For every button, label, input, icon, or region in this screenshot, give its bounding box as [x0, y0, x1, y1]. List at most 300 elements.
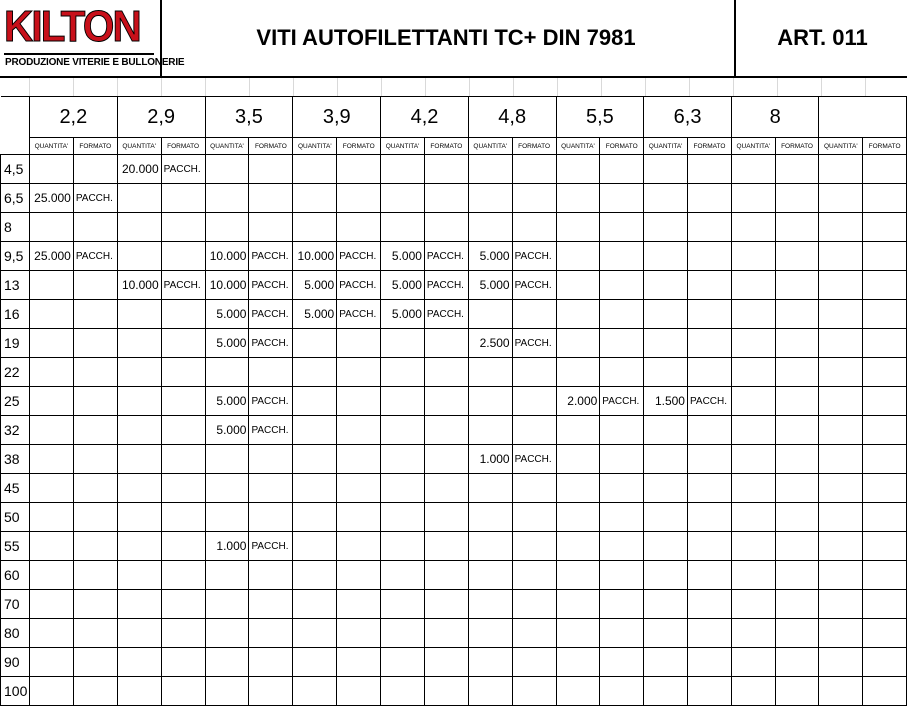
quantity-cell — [117, 590, 161, 619]
quantity-cell — [117, 387, 161, 416]
quantity-cell — [819, 416, 863, 445]
quantity-cell — [731, 358, 775, 387]
length-cell: 55 — [1, 532, 30, 561]
format-cell — [161, 329, 205, 358]
format-cell — [863, 474, 907, 503]
quantity-cell — [731, 184, 775, 213]
quantity-cell: 5.000 — [205, 416, 249, 445]
format-cell — [161, 561, 205, 590]
length-cell: 50 — [1, 503, 30, 532]
length-cell: 6,5 — [1, 184, 30, 213]
format-cell — [161, 648, 205, 677]
quantity-cell — [556, 561, 600, 590]
quantity-cell — [731, 474, 775, 503]
quantity-cell — [117, 416, 161, 445]
format-cell — [161, 677, 205, 706]
gridline — [513, 78, 514, 96]
format-cell — [512, 503, 556, 532]
logo-subtitle: PRODUZIONE VITERIE E BULLONERIE — [5, 57, 185, 68]
format-cell — [161, 590, 205, 619]
format-cell: PACCH. — [600, 387, 644, 416]
quantity-header: QUANTITA' — [644, 138, 688, 155]
format-cell — [337, 503, 381, 532]
gridline — [73, 78, 74, 96]
format-cell — [337, 561, 381, 590]
size-header: 3,9 — [293, 97, 381, 138]
quantity-cell — [293, 474, 337, 503]
quantity-cell — [381, 677, 425, 706]
length-cell: 60 — [1, 561, 30, 590]
quantity-cell — [731, 561, 775, 590]
format-cell — [775, 155, 819, 184]
quantity-cell: 1.000 — [205, 532, 249, 561]
format-cell — [775, 387, 819, 416]
quantity-cell — [556, 590, 600, 619]
quantity-cell — [731, 329, 775, 358]
quantity-cell: 10.000 — [205, 271, 249, 300]
format-cell — [600, 329, 644, 358]
quantity-cell: 5.000 — [205, 300, 249, 329]
format-cell — [249, 677, 293, 706]
quantity-cell: 10.000 — [117, 271, 161, 300]
format-cell — [687, 300, 731, 329]
format-cell — [863, 648, 907, 677]
quantity-cell — [819, 590, 863, 619]
format-cell — [512, 561, 556, 590]
format-cell: PACCH. — [249, 416, 293, 445]
format-cell: PACCH. — [687, 387, 731, 416]
format-cell: PACCH. — [249, 271, 293, 300]
quantity-cell — [644, 155, 688, 184]
format-cell — [161, 619, 205, 648]
format-header: FORMATO — [337, 138, 381, 155]
table-row — [1, 445, 907, 474]
size-header — [819, 97, 907, 138]
quantity-cell: 5.000 — [381, 271, 425, 300]
quantity-cell — [381, 648, 425, 677]
quantity-cell — [117, 329, 161, 358]
format-cell — [775, 677, 819, 706]
quantity-cell — [556, 503, 600, 532]
length-cell: 13 — [1, 271, 30, 300]
quantity-cell — [731, 532, 775, 561]
quantity-cell — [117, 561, 161, 590]
quantity-cell — [556, 271, 600, 300]
quantity-cell — [29, 271, 73, 300]
quantity-cell — [819, 474, 863, 503]
quantity-cell — [468, 561, 512, 590]
quantity-cell: 5.000 — [381, 242, 425, 271]
gridline — [205, 78, 206, 96]
length-cell: 16 — [1, 300, 30, 329]
quantity-cell — [556, 416, 600, 445]
length-cell: 38 — [1, 445, 30, 474]
document-header — [0, 0, 907, 78]
format-cell — [337, 590, 381, 619]
format-cell — [863, 184, 907, 213]
format-cell — [424, 590, 468, 619]
format-cell — [687, 474, 731, 503]
format-cell — [863, 387, 907, 416]
quantity-header: QUANTITA' — [819, 138, 863, 155]
format-cell — [687, 677, 731, 706]
format-cell — [161, 358, 205, 387]
quantity-cell — [381, 619, 425, 648]
format-cell — [512, 474, 556, 503]
quantity-cell — [819, 648, 863, 677]
quantity-cell — [644, 329, 688, 358]
quantity-cell — [731, 677, 775, 706]
quantity-cell — [556, 532, 600, 561]
format-cell — [424, 445, 468, 474]
length-cell: 90 — [1, 648, 30, 677]
format-cell — [337, 358, 381, 387]
format-cell: PACCH. — [73, 242, 117, 271]
format-cell: PACCH. — [249, 532, 293, 561]
size-header-row — [1, 97, 907, 138]
format-cell — [600, 590, 644, 619]
quantity-cell — [381, 155, 425, 184]
format-cell — [687, 445, 731, 474]
format-cell — [73, 358, 117, 387]
format-cell — [424, 155, 468, 184]
length-cell: 4,5 — [1, 155, 30, 184]
quantity-cell — [381, 503, 425, 532]
format-cell — [687, 648, 731, 677]
format-cell — [600, 184, 644, 213]
format-cell — [863, 155, 907, 184]
format-cell — [161, 213, 205, 242]
length-cell: 45 — [1, 474, 30, 503]
format-cell — [863, 561, 907, 590]
format-cell — [249, 155, 293, 184]
format-cell — [161, 242, 205, 271]
quantity-cell — [205, 677, 249, 706]
quantity-cell — [556, 329, 600, 358]
format-cell — [337, 619, 381, 648]
format-cell — [687, 532, 731, 561]
quantity-cell: 2.000 — [556, 387, 600, 416]
quantity-cell — [556, 213, 600, 242]
quantity-cell — [381, 416, 425, 445]
format-cell — [687, 329, 731, 358]
gridline — [821, 78, 822, 96]
size-header: 8 — [731, 97, 819, 138]
length-cell: 8 — [1, 213, 30, 242]
format-cell — [337, 155, 381, 184]
quantity-header: QUANTITA' — [29, 138, 73, 155]
format-cell — [73, 474, 117, 503]
format-cell — [73, 155, 117, 184]
length-cell: 70 — [1, 590, 30, 619]
stock-table — [0, 96, 907, 706]
format-cell — [249, 358, 293, 387]
quantity-cell — [29, 358, 73, 387]
format-cell — [687, 242, 731, 271]
format-cell — [424, 503, 468, 532]
format-cell — [775, 648, 819, 677]
quantity-cell — [29, 416, 73, 445]
format-cell: PACCH. — [424, 242, 468, 271]
format-cell — [687, 590, 731, 619]
table-row — [1, 561, 907, 590]
format-cell — [73, 619, 117, 648]
quantity-header: QUANTITA' — [293, 138, 337, 155]
quantity-cell — [293, 532, 337, 561]
format-cell — [512, 677, 556, 706]
quantity-cell: 5.000 — [468, 271, 512, 300]
format-cell — [775, 590, 819, 619]
table-row — [1, 503, 907, 532]
format-cell — [73, 561, 117, 590]
gridline — [777, 78, 778, 96]
format-cell — [249, 503, 293, 532]
gridline — [29, 78, 30, 96]
quantity-cell — [29, 503, 73, 532]
quantity-cell — [381, 213, 425, 242]
quantity-cell: 5.000 — [205, 387, 249, 416]
format-cell — [775, 445, 819, 474]
format-cell — [73, 445, 117, 474]
format-cell — [687, 155, 731, 184]
quantity-header: QUANTITA' — [731, 138, 775, 155]
format-cell — [600, 619, 644, 648]
format-cell — [775, 358, 819, 387]
format-cell — [687, 358, 731, 387]
format-cell — [73, 648, 117, 677]
quantity-cell — [117, 503, 161, 532]
format-cell: PACCH. — [512, 329, 556, 358]
format-cell — [424, 416, 468, 445]
table-row — [1, 416, 907, 445]
format-header: FORMATO — [512, 138, 556, 155]
format-header: FORMATO — [600, 138, 644, 155]
quantity-cell: 5.000 — [205, 329, 249, 358]
format-cell — [512, 619, 556, 648]
format-cell — [337, 677, 381, 706]
quantity-cell — [731, 445, 775, 474]
format-cell — [600, 677, 644, 706]
quantity-cell — [731, 416, 775, 445]
quantity-cell — [731, 242, 775, 271]
format-cell — [775, 416, 819, 445]
table-row — [1, 619, 907, 648]
format-cell: PACCH. — [249, 300, 293, 329]
quantity-cell — [468, 648, 512, 677]
quantity-cell — [381, 387, 425, 416]
format-cell — [512, 416, 556, 445]
format-cell — [424, 532, 468, 561]
format-cell — [775, 329, 819, 358]
quantity-cell — [644, 358, 688, 387]
format-cell — [687, 561, 731, 590]
quantity-cell — [819, 677, 863, 706]
quantity-cell — [381, 358, 425, 387]
format-cell — [424, 677, 468, 706]
logo-underline — [4, 53, 154, 55]
quantity-cell — [819, 329, 863, 358]
format-cell — [600, 416, 644, 445]
format-cell — [161, 184, 205, 213]
quantity-cell — [205, 155, 249, 184]
quantity-cell — [731, 503, 775, 532]
format-cell — [249, 561, 293, 590]
quantity-cell — [731, 648, 775, 677]
format-cell: PACCH. — [424, 271, 468, 300]
quantity-cell — [117, 619, 161, 648]
format-cell — [863, 445, 907, 474]
format-cell: PACCH. — [512, 242, 556, 271]
length-cell: 80 — [1, 619, 30, 648]
quantity-cell — [644, 445, 688, 474]
gridline — [249, 78, 250, 96]
quantity-header: QUANTITA' — [468, 138, 512, 155]
quantity-cell — [381, 532, 425, 561]
format-header: FORMATO — [424, 138, 468, 155]
quantity-cell — [644, 184, 688, 213]
format-cell — [863, 300, 907, 329]
format-cell — [600, 648, 644, 677]
quantity-cell — [117, 300, 161, 329]
quantity-cell — [29, 445, 73, 474]
format-header: FORMATO — [249, 138, 293, 155]
format-cell — [73, 532, 117, 561]
quantity-cell — [117, 213, 161, 242]
quantity-cell: 20.000 — [117, 155, 161, 184]
table-row — [1, 532, 907, 561]
format-cell — [687, 619, 731, 648]
quantity-cell: 1.000 — [468, 445, 512, 474]
quantity-cell — [468, 532, 512, 561]
format-cell — [512, 648, 556, 677]
quantity-cell — [29, 590, 73, 619]
format-header: FORMATO — [73, 138, 117, 155]
format-cell — [687, 184, 731, 213]
format-cell — [337, 184, 381, 213]
format-cell — [73, 677, 117, 706]
quantity-cell — [644, 300, 688, 329]
quantity-cell — [29, 561, 73, 590]
format-cell — [161, 503, 205, 532]
quantity-cell — [293, 619, 337, 648]
quantity-cell — [556, 358, 600, 387]
table-row — [1, 213, 907, 242]
gridline — [425, 78, 426, 96]
quantity-header: QUANTITA' — [117, 138, 161, 155]
table-row — [1, 474, 907, 503]
format-cell — [73, 271, 117, 300]
format-cell — [600, 474, 644, 503]
quantity-cell — [117, 474, 161, 503]
quantity-cell — [117, 648, 161, 677]
gridline — [645, 78, 646, 96]
gridline — [601, 78, 602, 96]
quantity-cell — [293, 445, 337, 474]
table-row — [1, 155, 907, 184]
quantity-cell — [819, 561, 863, 590]
gridline — [733, 78, 734, 96]
quantity-cell: 10.000 — [293, 242, 337, 271]
format-cell — [249, 619, 293, 648]
format-cell — [512, 213, 556, 242]
quantity-cell — [293, 416, 337, 445]
quantity-cell — [117, 184, 161, 213]
quantity-cell — [644, 474, 688, 503]
quantity-cell — [205, 474, 249, 503]
quantity-cell — [29, 155, 73, 184]
format-cell — [863, 503, 907, 532]
quantity-cell — [205, 445, 249, 474]
format-cell — [73, 416, 117, 445]
format-cell — [73, 213, 117, 242]
quantity-cell — [29, 677, 73, 706]
kilton-logo — [0, 0, 185, 76]
format-cell — [863, 358, 907, 387]
format-cell — [424, 561, 468, 590]
quantity-cell — [556, 300, 600, 329]
format-cell: PACCH. — [337, 300, 381, 329]
quantity-cell — [293, 561, 337, 590]
quantity-cell — [381, 474, 425, 503]
quantity-cell — [556, 677, 600, 706]
format-cell — [73, 503, 117, 532]
quantity-cell — [644, 213, 688, 242]
quantity-header: QUANTITA' — [381, 138, 425, 155]
format-cell — [73, 590, 117, 619]
format-cell: PACCH. — [249, 329, 293, 358]
format-cell — [424, 358, 468, 387]
quantity-cell — [468, 619, 512, 648]
spreadsheet-gridlines — [0, 78, 907, 96]
format-cell — [161, 416, 205, 445]
quantity-cell — [293, 677, 337, 706]
format-cell — [600, 213, 644, 242]
format-cell — [687, 503, 731, 532]
format-cell — [600, 155, 644, 184]
format-cell: PACCH. — [249, 242, 293, 271]
quantity-header: QUANTITA' — [556, 138, 600, 155]
format-cell — [161, 474, 205, 503]
format-cell — [863, 532, 907, 561]
format-cell — [863, 590, 907, 619]
quantity-cell — [556, 242, 600, 271]
quantity-cell — [819, 445, 863, 474]
gridline — [293, 78, 294, 96]
size-header: 4,8 — [468, 97, 556, 138]
quantity-cell — [381, 329, 425, 358]
quantity-cell — [205, 590, 249, 619]
format-header: FORMATO — [863, 138, 907, 155]
table-row — [1, 677, 907, 706]
format-cell — [424, 387, 468, 416]
quantity-cell — [29, 648, 73, 677]
format-cell: PACCH. — [424, 300, 468, 329]
quantity-cell — [644, 416, 688, 445]
quantity-cell — [381, 184, 425, 213]
document-title: VITI AUTOFILETTANTI TC+ DIN 7981 — [256, 25, 636, 50]
size-header: 4,2 — [381, 97, 469, 138]
quantity-cell — [819, 503, 863, 532]
format-cell — [337, 329, 381, 358]
format-cell — [424, 213, 468, 242]
quantity-cell: 25.000 — [29, 242, 73, 271]
quantity-cell — [381, 561, 425, 590]
format-cell — [600, 358, 644, 387]
logo-wordmark: KILTON — [4, 2, 140, 51]
format-cell: PACCH. — [73, 184, 117, 213]
format-cell — [337, 445, 381, 474]
gridline — [381, 78, 382, 96]
